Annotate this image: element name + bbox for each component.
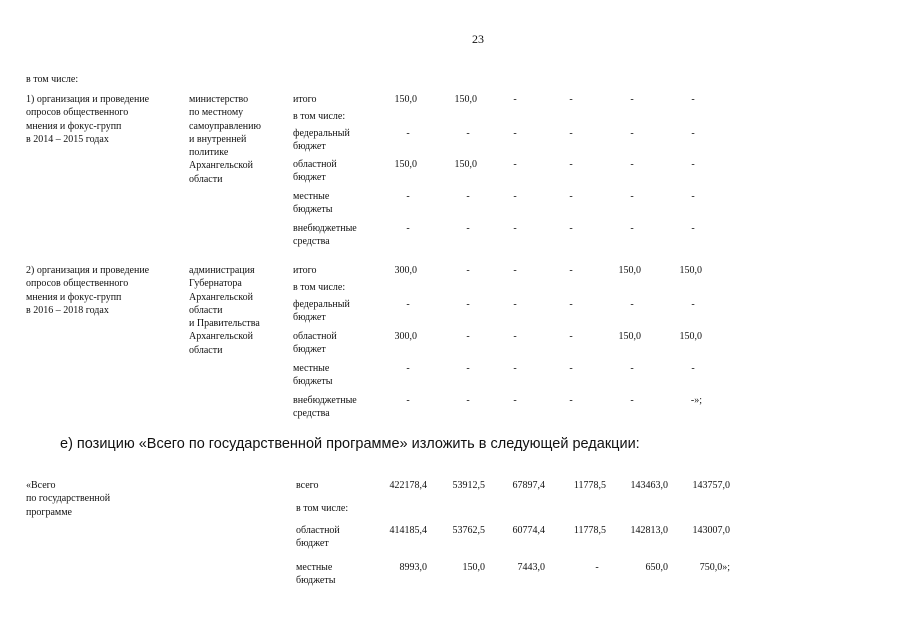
funding-source-label: всего (296, 480, 319, 491)
value-cell: 300,0 (394, 265, 417, 276)
value-cell: - (513, 223, 517, 234)
paragraph-e: е) позицию «Всего по государственной программе» изложить в следующей редакции: (60, 436, 640, 452)
value-cell: - (630, 299, 634, 310)
value-cell: - (630, 128, 634, 139)
value-cell: - (691, 299, 695, 310)
total-item-description: «Всего по государственной программе (26, 480, 111, 518)
funding-source-label: местные бюджеты (293, 363, 333, 388)
value-cell: - (569, 128, 573, 139)
value-cell: - (691, 94, 695, 105)
value-cell: - (466, 331, 470, 342)
value-cell: - (595, 562, 599, 573)
value-cell: - (569, 159, 573, 170)
value-cell: - (466, 363, 470, 374)
value-cell: 142813,0 (630, 525, 668, 536)
value-cell: 143007,0 (692, 525, 730, 536)
value-cell: 150,0 (454, 94, 477, 105)
value-cell: - (691, 223, 695, 234)
intro-text: в том числе: (26, 74, 79, 85)
page-number: 23 (472, 32, 484, 46)
funding-source-label: в том числе: (293, 282, 346, 293)
value-cell: - (406, 363, 410, 374)
value-cell: - (513, 191, 517, 202)
value-cell: - (691, 363, 695, 374)
funding-source-label: внебюджетные средства (293, 223, 357, 248)
value-cell: - (569, 395, 573, 406)
funding-source-label: местные бюджеты (296, 562, 336, 587)
value-cell: - (406, 395, 410, 406)
value-cell: - (406, 223, 410, 234)
value-cell: - (466, 128, 470, 139)
value-cell: - (569, 223, 573, 234)
value-cell: 150,0 (618, 265, 641, 276)
value-cell: 750,0»; (699, 562, 730, 573)
value-cell: 150,0 (679, 265, 702, 276)
value-cell: 300,0 (394, 331, 417, 342)
value-cell: - (406, 191, 410, 202)
value-cell: 150,0 (462, 562, 485, 573)
value-cell: - (513, 128, 517, 139)
value-cell: - (569, 191, 573, 202)
value-cell: 7443,0 (517, 562, 545, 573)
value-cell: 422178,4 (389, 480, 427, 491)
value-cell: - (466, 299, 470, 310)
value-cell: 53762,5 (452, 525, 485, 536)
value-cell: 143757,0 (692, 480, 730, 491)
value-cell: - (466, 265, 470, 276)
value-cell: - (569, 94, 573, 105)
value-cell: 53912,5 (452, 480, 485, 491)
value-cell: - (466, 191, 470, 202)
funding-source-label: областной бюджет (293, 159, 337, 184)
value-cell: 143463,0 (630, 480, 668, 491)
funding-source-label: местные бюджеты (293, 191, 333, 216)
value-cell: - (630, 94, 634, 105)
value-cell: 150,0 (394, 159, 417, 170)
value-cell: - (513, 94, 517, 105)
value-cell: - (466, 223, 470, 234)
item-description: 1) организация и проведение опросов общественного мнения и фокус-групп в 2014 – 2015 годах (26, 94, 150, 145)
value-cell: - (630, 363, 634, 374)
value-cell: - (630, 395, 634, 406)
value-cell: - (513, 331, 517, 342)
value-cell: 67897,4 (512, 480, 545, 491)
funding-source-label: областной бюджет (296, 525, 340, 550)
value-cell: 8993,0 (399, 562, 427, 573)
value-cell: - (513, 395, 517, 406)
value-cell: - (513, 363, 517, 374)
funding-source-label: в том числе: (296, 503, 349, 514)
value-cell: 650,0 (645, 562, 668, 573)
funding-source-label: внебюджетные средства (293, 395, 357, 420)
value-cell: 150,0 (394, 94, 417, 105)
value-cell: 150,0 (454, 159, 477, 170)
value-cell: 150,0 (618, 331, 641, 342)
funding-source-label: итого (293, 265, 317, 276)
value-cell: - (406, 128, 410, 139)
value-cell: 11778,5 (573, 525, 606, 536)
value-cell: 11778,5 (573, 480, 606, 491)
value-cell: - (569, 331, 573, 342)
funding-source-label: областной бюджет (293, 331, 337, 356)
funding-source-label: в том числе: (293, 111, 346, 122)
value-cell: - (569, 299, 573, 310)
value-cell: - (569, 265, 573, 276)
value-cell: - (630, 191, 634, 202)
value-cell: - (569, 363, 573, 374)
funding-source-label: федеральный бюджет (293, 299, 350, 324)
value-cell: - (513, 265, 517, 276)
value-cell: 414185,4 (389, 525, 427, 536)
value-cell: - (630, 159, 634, 170)
funding-source-label: итого (293, 94, 317, 105)
funding-source-label: федеральный бюджет (293, 128, 350, 153)
value-cell: - (513, 299, 517, 310)
value-cell: - (630, 223, 634, 234)
value-cell: - (691, 128, 695, 139)
executor-name: министерство по местному самоуправлению и внутренней политике Архангельской области (189, 94, 261, 185)
item-description: 2) организация и проведение опросов общественного мнения и фокус-групп в 2016 – 2018 годах (26, 265, 150, 316)
value-cell: - (513, 159, 517, 170)
value-cell: -»; (690, 395, 702, 406)
value-cell: - (466, 395, 470, 406)
value-cell: 150,0 (679, 331, 702, 342)
executor-name: администрация Губернатора Архангельской области и Правительства Архангельской области (189, 265, 260, 356)
value-cell: - (406, 299, 410, 310)
value-cell: - (691, 159, 695, 170)
value-cell: - (691, 191, 695, 202)
value-cell: 60774,4 (512, 525, 545, 536)
